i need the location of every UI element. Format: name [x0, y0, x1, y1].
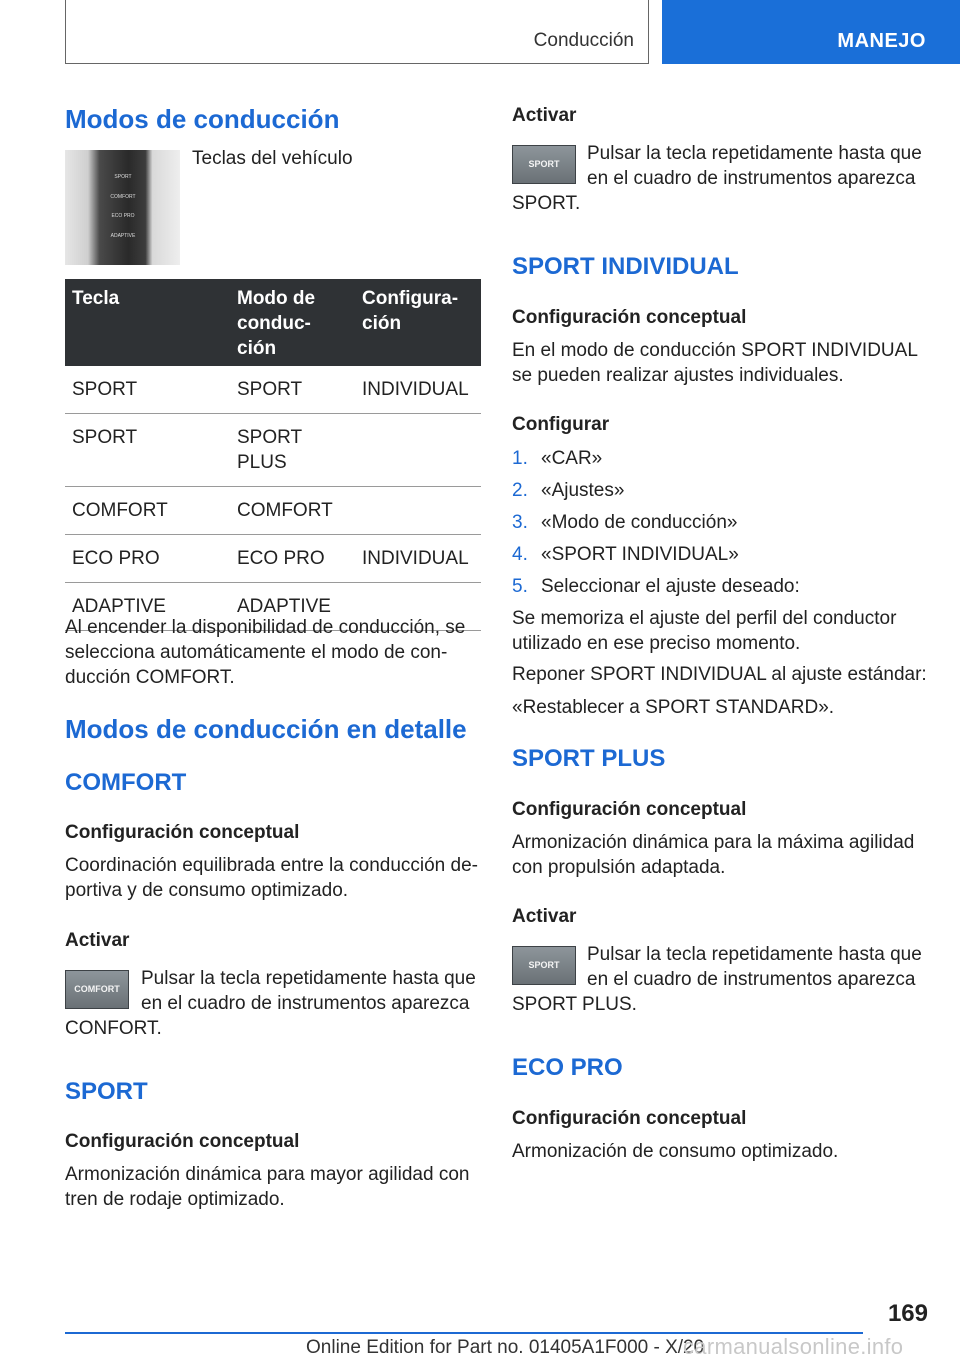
list-item: [512, 574, 932, 606]
header-section-title: Conducción: [533, 30, 634, 51]
table-cell: ADAPTIVE: [230, 583, 355, 631]
sport-plus-activate-text-b: SPORT PLUS.: [512, 994, 637, 1015]
table-header: Modo de conduc- ción: [230, 279, 355, 366]
table-header-row: [65, 279, 481, 366]
table-row: [65, 535, 481, 583]
reset-note: Reponer SPORT INDIVIDUAL al ajuste estándar:: [512, 664, 927, 685]
step-number: 1.: [512, 448, 528, 469]
step-number: 2.: [512, 480, 528, 501]
step-text: Seleccionar el ajuste deseado:: [541, 576, 800, 597]
step-number: 3.: [512, 512, 528, 533]
eco-pro-concept-heading: Configuración conceptual: [512, 1108, 747, 1129]
footer-edition: Online Edition for Part no. 01405A1F000 - X/20: [306, 1337, 705, 1358]
header-chapter-title: MANEJO: [837, 30, 926, 52]
comfort-button-image: [65, 970, 129, 1009]
sport-activate-heading: Activar: [512, 105, 577, 126]
figure-key-label: ADAPTIVE: [110, 233, 136, 239]
figure-key-label: SPORT: [114, 174, 132, 180]
table-cell: COMFORT: [65, 487, 230, 535]
sport-concept-heading: Configuración conceptual: [65, 1131, 300, 1152]
table-cell: [355, 487, 481, 535]
comfort-activate-text-b: CONFORT.: [65, 1018, 162, 1039]
step-text: «Modo de conducción»: [541, 512, 738, 533]
sport-button-label: SPORT: [528, 159, 560, 169]
table-row: [65, 414, 481, 487]
list-item: [512, 478, 932, 510]
step-number: 4.: [512, 544, 528, 565]
figure-key-label: COMFORT: [110, 194, 136, 200]
header-chapter-tab: [662, 0, 960, 64]
eco-pro-title: ECO PRO: [512, 1054, 623, 1081]
comfort-activate-heading: Activar: [65, 930, 130, 951]
comfort-activate-text-a: Pulsar la tecla repetidamente hasta que en el cuadro de instrumentos aparezca: [141, 968, 476, 1014]
table-header: Configura- ción: [355, 279, 481, 366]
table-cell: SPORT PLUS: [230, 414, 355, 487]
sport-plus-activate-heading: Activar: [512, 906, 577, 927]
table-row: [65, 487, 481, 535]
table-cell: SPORT: [65, 366, 230, 414]
watermark: carmanualsonline.info: [683, 1334, 904, 1359]
eco-pro-concept-text: Armonización de consumo optimizado.: [512, 1141, 839, 1162]
list-item: [512, 542, 932, 574]
reset-path: «Restablecer a SPORT STANDARD».: [512, 697, 835, 718]
comfort-concept-heading: Configuración conceptual: [65, 822, 300, 843]
sport-plus-concept-heading: Configuración conceptual: [512, 799, 747, 820]
sport-plus-activate-text-a: Pulsar la tecla repetidamente hasta que en el cuadro de instrumentos aparezca: [587, 944, 922, 990]
list-item: [512, 446, 932, 478]
table-cell: ECO PRO: [65, 535, 230, 583]
table-cell: SPORT: [65, 414, 230, 487]
page-number: 169: [887, 1300, 928, 1327]
header-section-box: [65, 0, 649, 64]
table-cell: ECO PRO: [230, 535, 355, 583]
table-header: Tecla: [65, 279, 230, 366]
table-cell: INDIVIDUAL: [355, 366, 481, 414]
table-cell: COMFORT: [230, 487, 355, 535]
section-title-detail: Modos de conducción en detalle: [65, 714, 467, 744]
sport-plus-concept-text: Armonización dinámica para la máxima agilidad con propulsión adaptada.: [512, 832, 915, 878]
configure-steps-list: [512, 446, 932, 606]
sport-plus-title: SPORT PLUS: [512, 745, 666, 772]
figure-key-label: ECO PRO: [111, 213, 135, 219]
sport-individual-title: SPORT INDIVIDUAL: [512, 253, 739, 280]
table-cell: [355, 414, 481, 487]
page-title: Modos de conducción: [65, 104, 340, 134]
vehicle-keys-figure: [65, 150, 180, 265]
sport-concept-text: Armonización dinámica para mayor agilidad con tren de rodaje optimizado.: [65, 1164, 470, 1210]
figure-caption: Teclas del vehículo: [192, 148, 353, 169]
sport-individual-concept-heading: Configuración conceptual: [512, 307, 747, 328]
sport-button-image: [512, 145, 576, 184]
sport-title: SPORT: [65, 1078, 148, 1105]
list-item: [512, 510, 932, 542]
driving-modes-table: [65, 279, 481, 631]
comfort-title: COMFORT: [65, 769, 187, 796]
step-text: «Ajustes»: [541, 480, 625, 501]
table-row: [65, 366, 481, 414]
step-number: 5.: [512, 576, 528, 597]
intro-paragraph: Al encender la disponibilidad de conducción, se selecciona automáticamente el modo de con-ducción COMFORT.: [65, 617, 466, 688]
step-text: «SPORT INDIVIDUAL»: [541, 544, 739, 565]
comfort-button-label: COMFORT: [74, 984, 120, 994]
sport-plus-button-label: SPORT: [528, 960, 560, 970]
table-cell: SPORT: [230, 366, 355, 414]
sport-activate-text-b: SPORT.: [512, 193, 581, 214]
profile-note: Se memoriza el ajuste del perfil del conductor utilizado en ese preciso momento.: [512, 608, 897, 654]
table-cell: ADAPTIVE: [65, 583, 230, 631]
table-cell: INDIVIDUAL: [355, 535, 481, 583]
sport-plus-button-image: [512, 946, 576, 985]
configure-heading: Configurar: [512, 414, 610, 435]
comfort-concept-text: Coordinación equilibrada entre la conducción de-portiva y de consumo optimizado.: [65, 855, 478, 901]
step-text: «CAR»: [541, 448, 603, 469]
sport-activate-text-a: Pulsar la tecla repetidamente hasta que en el cuadro de instrumentos aparezca: [587, 143, 922, 189]
sport-individual-concept-text: En el modo de conducción SPORT INDIVIDUAL se pueden realizar ajustes individuales.: [512, 340, 918, 386]
